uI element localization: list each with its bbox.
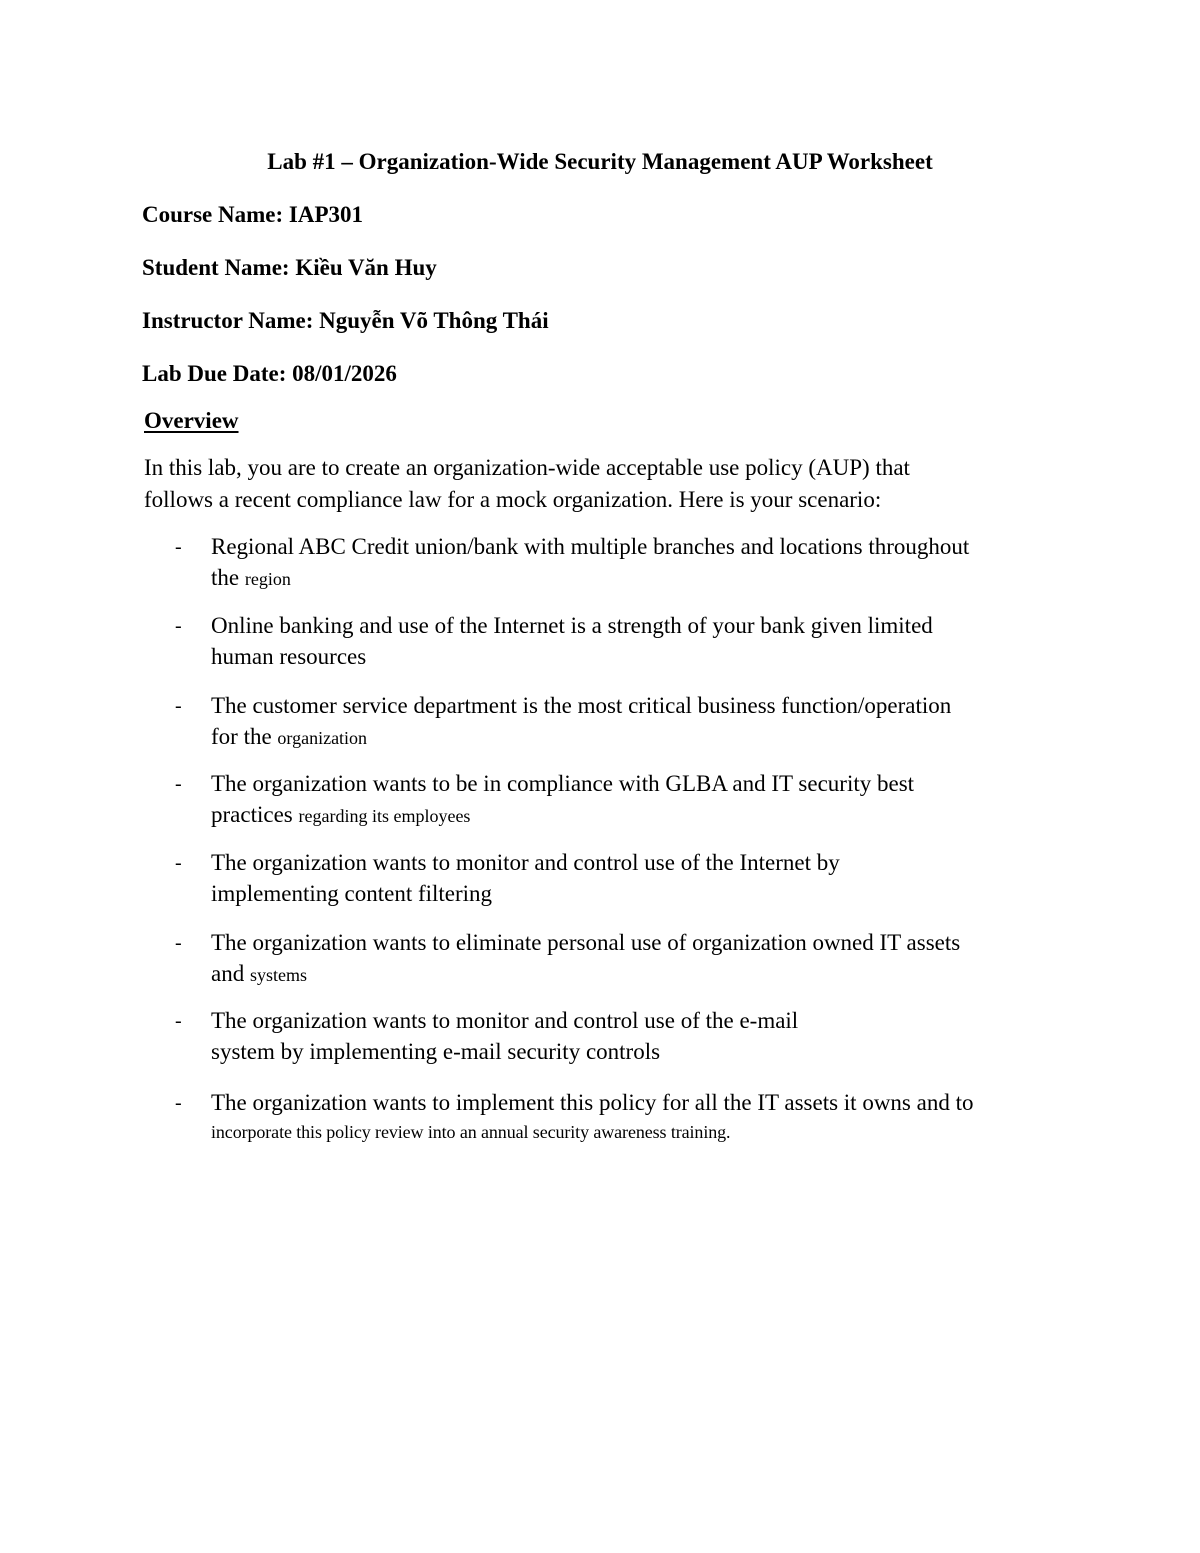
list-item-line-1: The organization wants to eliminate personal use of organization owned IT assets	[211, 930, 961, 955]
list-item-line-2: incorporate this policy review into an annual security awareness training.	[211, 1122, 731, 1142]
list-item-line-2: implementing content filtering	[211, 881, 493, 906]
course-name: Course Name: IAP301	[142, 202, 364, 227]
overview-heading: Overview	[144, 408, 239, 433]
list-item-line-1: The organization wants to implement this policy for all the IT assets it owns and to	[211, 1090, 974, 1115]
student-name: Student Name: Kiều Văn Huy	[142, 255, 437, 280]
bullet-marker: -	[175, 695, 182, 717]
list-item-line-2: for the organization	[211, 724, 368, 749]
document-title: Lab #1 – Organization-Wide Security Management AUP Worksheet	[267, 149, 933, 174]
bullet-marker: -	[175, 615, 182, 637]
list-item-line-1: Regional ABC Credit union/bank with multiple branches and locations throughout	[211, 534, 970, 559]
bullet-marker: -	[175, 932, 182, 954]
list-item-line-1: The organization wants to monitor and control use of the Internet by	[211, 850, 840, 875]
list-item-line-1: The customer service department is the most critical business function/operation	[211, 693, 952, 718]
instructor-name: Instructor Name: Nguyễn Võ Thông Thái	[142, 308, 549, 333]
bullet-marker: -	[175, 852, 182, 874]
bullet-marker: -	[175, 536, 182, 558]
list-item-line-2: human resources	[211, 644, 367, 669]
intro-line-2: follows a recent compliance law for a mock organization. Here is your scenario:	[144, 487, 882, 512]
intro-line-1: In this lab, you are to create an organization-wide acceptable use policy (AUP) that	[144, 455, 910, 480]
lab-due-date: Lab Due Date: 08/01/2026	[142, 361, 397, 386]
bullet-marker: -	[175, 1092, 182, 1114]
bullet-marker: -	[175, 773, 182, 795]
list-item-line-1: The organization wants to be in compliance with GLBA and IT security best	[211, 771, 915, 796]
list-item-line-2: system by implementing e-mail security controls	[211, 1039, 661, 1064]
list-item-line-2: practices regarding its employees	[211, 802, 471, 827]
list-item-line-2: the region	[211, 565, 291, 590]
bullet-marker: -	[175, 1010, 182, 1032]
list-item-line-2: and systems	[211, 961, 307, 986]
list-item-line-1: The organization wants to monitor and control use of the e-mail	[211, 1008, 799, 1033]
list-item-line-1: Online banking and use of the Internet is a strength of your bank given limited	[211, 613, 933, 638]
